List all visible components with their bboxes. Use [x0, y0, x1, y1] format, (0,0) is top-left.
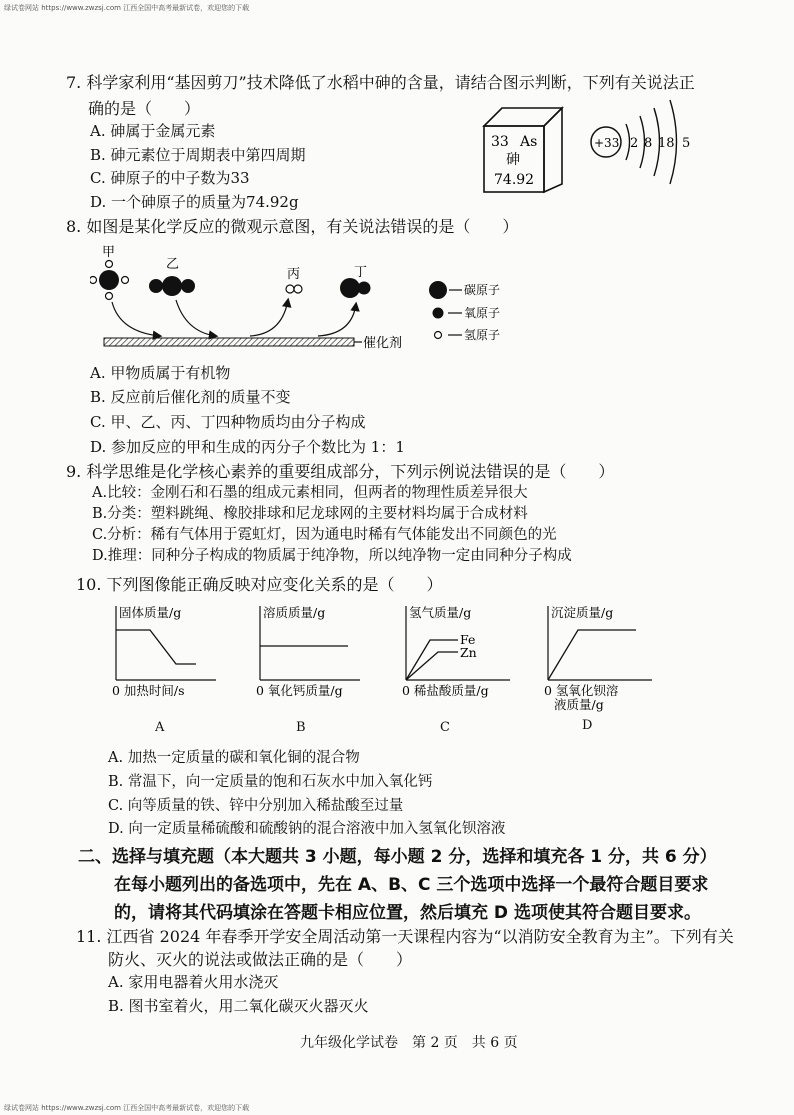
- graph-b: [248, 602, 368, 698]
- shell-2-electrons: 8: [644, 136, 653, 151]
- q9-stem: 9. 科学思维是化学核心素养的重要组成部分，下列示例说法错误的是（ ）: [66, 462, 615, 481]
- atom-nucleus-charge: +33: [594, 136, 620, 150]
- graph-d-xlabel-1: 0 氢氧化钡溶: [544, 683, 619, 698]
- q10-option-c: C. 向等质量的铁、锌中分别加入稀盐酸至过量: [108, 798, 404, 814]
- graph-d: [536, 602, 660, 712]
- molecule-yi: [149, 276, 195, 296]
- graph-d-xlabel-2: 液质量/g: [554, 697, 604, 712]
- q8-option-b: B. 反应前后催化剂的质量不变: [90, 388, 291, 406]
- q10-option-a: A. 加热一定质量的碳和氧化铜的混合物: [108, 750, 360, 766]
- legend-oxygen: [433, 306, 501, 320]
- graph-a-ylabel: 固体质量/g: [119, 605, 182, 620]
- molecule-jia: [90, 261, 129, 300]
- element-number: 33: [491, 134, 509, 150]
- element-name: 砷: [506, 152, 520, 168]
- page-footer: 九年级化学试卷 第 2 页 共 6 页: [300, 1035, 518, 1051]
- element-mass: 74.92: [494, 172, 535, 188]
- graph-a-line: [116, 630, 196, 664]
- shell-1-electrons: 2: [630, 136, 639, 151]
- q11-stem-line2: 防火、灭火的说法或做法正确的是（ ）: [108, 950, 413, 969]
- q7-option-c: C. 砷原子的中子数为33: [90, 169, 250, 187]
- q9-option-a: A.比较：金刚石和石墨的组成元素相同，但两者的物理性质差异很大: [92, 485, 528, 501]
- q11-option-b: B. 图书室着火，用二氧化碳灭火器灭火: [108, 997, 369, 1015]
- label-jia: 甲: [102, 245, 116, 260]
- q8-option-d: D. 参加反应的甲和生成的丙分子个数比为 1：1: [90, 438, 405, 456]
- label-bing: 丙: [287, 267, 301, 282]
- graph-d-ylabel: 沉淀质量/g: [551, 605, 614, 620]
- q7-option-a: A. 砷属于金属元素: [90, 122, 216, 140]
- label-ding: 丁: [354, 265, 368, 280]
- q11-stem-line1: 11. 江西省 2024 年春季开学安全周活动第一天课程内容为“以消防安全教育为主”。下列有关: [76, 927, 734, 946]
- catalyst-label: 催化剂: [363, 336, 403, 351]
- element-cell-figure: [478, 100, 568, 194]
- q10-option-b: B. 常温下，向一定质量的饱和石灰水中加入氧化钙: [108, 774, 433, 790]
- q10-stem: 10. 下列图像能正确反映对应变化关系的是（ ）: [76, 575, 443, 594]
- reaction-diagram: [90, 240, 520, 352]
- svg-text:氧原子: 氧原子: [464, 306, 501, 320]
- q7-stem-line2: 确的是（ ）: [88, 99, 201, 118]
- molecule-bing: [286, 285, 302, 293]
- graph-d-letter: D: [582, 718, 593, 733]
- graph-b-ylabel: 溶质质量/g: [263, 605, 326, 620]
- label-yi: 乙: [166, 257, 180, 272]
- graph-c-zn-label: Zn: [460, 645, 477, 660]
- legend-carbon: [429, 281, 500, 299]
- section2-line3: 的，请将其代码填涂在答题卡相应位置，然后填充 D 选项使其符合题目要求。: [114, 903, 701, 923]
- q9-option-d: D.推理：同种分子构成的物质属于纯净物，所以纯净物一定由同种分子构成: [92, 548, 572, 564]
- graph-a: [104, 602, 224, 698]
- q7-option-d: D. 一个砷原子的质量为74.92g: [90, 193, 299, 211]
- legend-hydrogen: [435, 328, 501, 342]
- graph-c-ylabel: 氢气质量/g: [409, 605, 472, 620]
- q11-option-a: A. 家用电器着火用水浇灭: [108, 973, 279, 991]
- q7-option-b: B. 砷元素位于周期表中第四周期: [90, 146, 306, 164]
- molecule-ding: [340, 278, 371, 298]
- q7-stem-line1: 7. 科学家利用“基因剪刀”技术降低了水稻中砷的含量，请结合图示判断，下列有关说法正: [66, 73, 695, 92]
- graph-a-letter: A: [155, 720, 165, 735]
- atom-structure-diagram: [586, 92, 698, 192]
- svg-text:氢原子: 氢原子: [464, 328, 501, 342]
- q9-option-b: B.分类：塑料跳绳、橡胶排球和尼龙球网的主要材料均属于合成材料: [92, 506, 528, 522]
- shell-3-electrons: 18: [658, 136, 675, 151]
- svg-text:碳原子: 碳原子: [464, 283, 501, 297]
- q8-option-c: C. 甲、乙、丙、丁四种物质均由分子构成: [90, 413, 366, 431]
- graph-c: [394, 602, 518, 698]
- shell-4-electrons: 5: [682, 136, 691, 151]
- graph-b-xlabel: 0 氧化钙质量/g: [256, 683, 343, 698]
- q8-stem: 8. 如图是某化学反应的微观示意图，有关说法错误的是（ ）: [66, 217, 519, 236]
- section2-title: 二、选择与填充题（本大题共 3 小题，每小题 2 分，选择和填充各 1 分，共 6 分）: [78, 847, 717, 867]
- graph-c-letter: C: [440, 720, 450, 735]
- element-symbol: As: [520, 134, 538, 150]
- footer-watermark: 绿试卷网站 https://www.zwzsj.com 江西全国中高考最新试卷，欢迎您的下载: [4, 1104, 250, 1112]
- graph-d-line: [548, 630, 636, 680]
- q8-option-a: A. 甲物质属于有机物: [90, 364, 231, 382]
- section2-line2: 在每小题列出的备选项中，先在 A、B、C 三个选项中选择一个最符合题目要求: [114, 875, 709, 895]
- header-watermark: 绿试卷网站 https://www.zwzsj.com 江西全国中高考最新试卷，欢迎您的下载: [4, 4, 250, 12]
- q10-option-d: D. 向一定质量稀硫酸和硫酸钠的混合溶液中加入氢氧化钡溶液: [108, 821, 506, 837]
- graph-c-fe-label: Fe: [460, 632, 476, 647]
- graph-a-xlabel: 0 加热时间/s: [112, 683, 185, 698]
- graph-b-letter: B: [296, 720, 306, 735]
- graph-c-xlabel: 0 稀盐酸质量/g: [402, 683, 489, 698]
- catalyst-bar: [104, 338, 354, 346]
- q9-option-c: C.分析：稀有气体用于霓虹灯，因为通电时稀有气体能发出不同颜色的光: [92, 527, 557, 543]
